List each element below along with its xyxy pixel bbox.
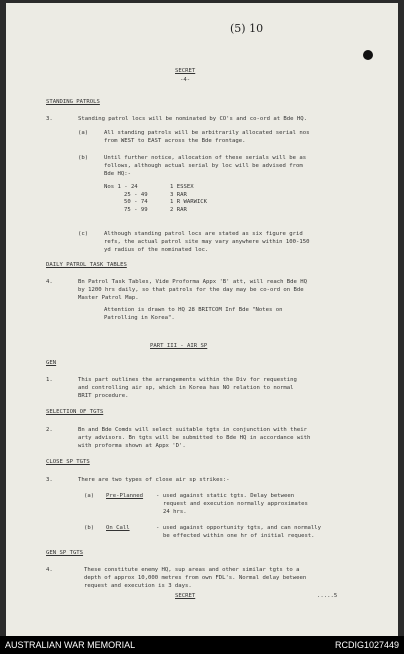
text-line: - used against static tgts. Delay between bbox=[156, 493, 295, 499]
table-row bbox=[104, 199, 211, 207]
table-cell: 1 R WARWICK bbox=[170, 199, 208, 206]
table-cell: 50 - 74 bbox=[124, 199, 148, 206]
table-cell: 2 RAR bbox=[170, 206, 187, 213]
para-number: 4. bbox=[46, 279, 53, 285]
sub-label: (a) bbox=[84, 493, 95, 499]
table-cell: 75 - 99 bbox=[124, 206, 148, 213]
text-line: from WEST to EAST across the Bde frontage. bbox=[104, 138, 246, 145]
text-line: request and execution is 3 days. bbox=[84, 583, 192, 590]
text-line: Although standing patrol locs are stated as six figure grid bbox=[104, 231, 303, 237]
text-line: Bn Patrol Task Tables, Vide Proforma Appx 'B' att, will reach Bde HQ bbox=[78, 279, 308, 285]
text-line: Master Patrol Map. bbox=[78, 295, 139, 302]
heading-close-sp: CLOSE SP TGTS bbox=[46, 459, 90, 465]
para-text bbox=[84, 566, 306, 591]
heading-selection: SELECTION OF TGTS bbox=[46, 409, 104, 415]
text-line: Until further notice, allocation of these serials will be as bbox=[104, 155, 307, 161]
para-text: There are two types of close air sp strikes:- bbox=[78, 477, 230, 483]
table-row bbox=[104, 207, 211, 215]
table-cell: Nos 1 - 24 bbox=[104, 184, 138, 190]
sub-para-b bbox=[104, 154, 306, 179]
text-line: yd radius of the nominated loc. bbox=[104, 247, 209, 254]
sub-para-text bbox=[156, 524, 321, 540]
text-line: arty advisors. Bn tgts will be submitted to Bde HQ in accordance with bbox=[78, 435, 311, 442]
term-pre-planned: Pre-Planned bbox=[106, 493, 144, 499]
table-cell: 3 RAR bbox=[170, 191, 187, 198]
continuation-marker: .....5 bbox=[317, 593, 338, 599]
serial-allocation-table bbox=[104, 184, 211, 214]
para-text bbox=[78, 376, 297, 401]
table-cell: 25 - 49 bbox=[124, 191, 148, 198]
text-line: This part outlines the arrangements within the Div for requesting bbox=[78, 377, 297, 383]
text-line: - used against opportunity tgts, and can normally bbox=[156, 525, 322, 531]
text-line: These constitute enemy HQ, sup areas and other similar tgts to a bbox=[84, 567, 300, 573]
text-line: Patrolling in Korea". bbox=[104, 315, 175, 322]
classification-bottom: SECRET bbox=[175, 593, 196, 599]
text-line: depth of approx 10,000 metres from own FDL's. Normal delay between bbox=[84, 575, 307, 582]
sub-para-text bbox=[156, 492, 308, 517]
table-row bbox=[104, 192, 211, 200]
para-number: 1. bbox=[46, 377, 53, 383]
sub-para-c bbox=[104, 230, 309, 255]
heading-daily-patrol: DAILY PATROL TASK TABLES bbox=[46, 262, 127, 268]
part-title: PART III - AIR SP bbox=[150, 343, 208, 349]
archive-footer bbox=[0, 636, 404, 654]
sub-para-a bbox=[104, 129, 309, 145]
footer-source: AUSTRALIAN WAR MEMORIAL bbox=[5, 640, 136, 650]
table-row bbox=[104, 184, 211, 192]
text-line: Bn and Bde Comds will select suitable tgts in conjunction with their bbox=[78, 427, 308, 433]
para-number: 3. bbox=[46, 116, 53, 122]
text-line: be effected within one hr of initial request. bbox=[163, 533, 315, 540]
table-cell: 1 ESSEX bbox=[170, 184, 194, 190]
text-line: by 1200 hrs daily, so that patrols for the day may be co-ord on Bde bbox=[78, 287, 304, 294]
heading-standing-patrols: STANDING PATROLS bbox=[46, 99, 100, 105]
sub-label: (b) bbox=[84, 525, 95, 531]
text-line: Attention is drawn to HQ 28 BRITCOM Inf Bde "Notes on bbox=[104, 307, 283, 313]
para-number: 2. bbox=[46, 427, 53, 433]
term-on-call: On Call bbox=[106, 525, 130, 531]
text-line: Bde HQ:- bbox=[104, 171, 131, 178]
text-line: follows, although actual serial by loc will be advised from bbox=[104, 163, 303, 170]
text-line: 24 hrs. bbox=[163, 509, 187, 516]
sub-label: (b) bbox=[78, 155, 89, 161]
text-line: request and execution normally approximates bbox=[163, 501, 308, 508]
para-text: Standing patrol locs will be nominated by CO's and co-ord at Bde HQ. bbox=[78, 116, 308, 122]
text-line: with proforma shown at Appx 'D'. bbox=[78, 443, 186, 450]
attention-note bbox=[104, 306, 283, 322]
page-number: -4- bbox=[180, 77, 191, 83]
sub-label: (c) bbox=[78, 231, 89, 237]
text-line: BRIT procedure. bbox=[78, 393, 129, 400]
sub-label: (a) bbox=[78, 130, 89, 136]
classification-top: SECRET bbox=[175, 68, 196, 74]
para-text bbox=[78, 278, 307, 303]
footer-id: RCDIG1027449 bbox=[334, 640, 399, 650]
para-text bbox=[78, 426, 310, 451]
text-line: refs, the actual patrol site may vary anywhere within 100-150 bbox=[104, 239, 310, 246]
heading-gen-sp: GEN SP TGTS bbox=[46, 550, 84, 556]
handwritten-page-number: (5) 10 bbox=[230, 22, 264, 35]
para-number: 3. bbox=[46, 477, 53, 483]
text-line: All standing patrols will be arbitrarily allocated serial nos bbox=[104, 130, 310, 136]
punch-hole bbox=[363, 50, 373, 60]
heading-gen: GEN bbox=[46, 360, 57, 366]
document-page bbox=[6, 3, 398, 636]
text-line: and controlling air sp, which in Korea has NO relation to normal bbox=[78, 385, 294, 392]
para-number: 4. bbox=[46, 567, 53, 573]
